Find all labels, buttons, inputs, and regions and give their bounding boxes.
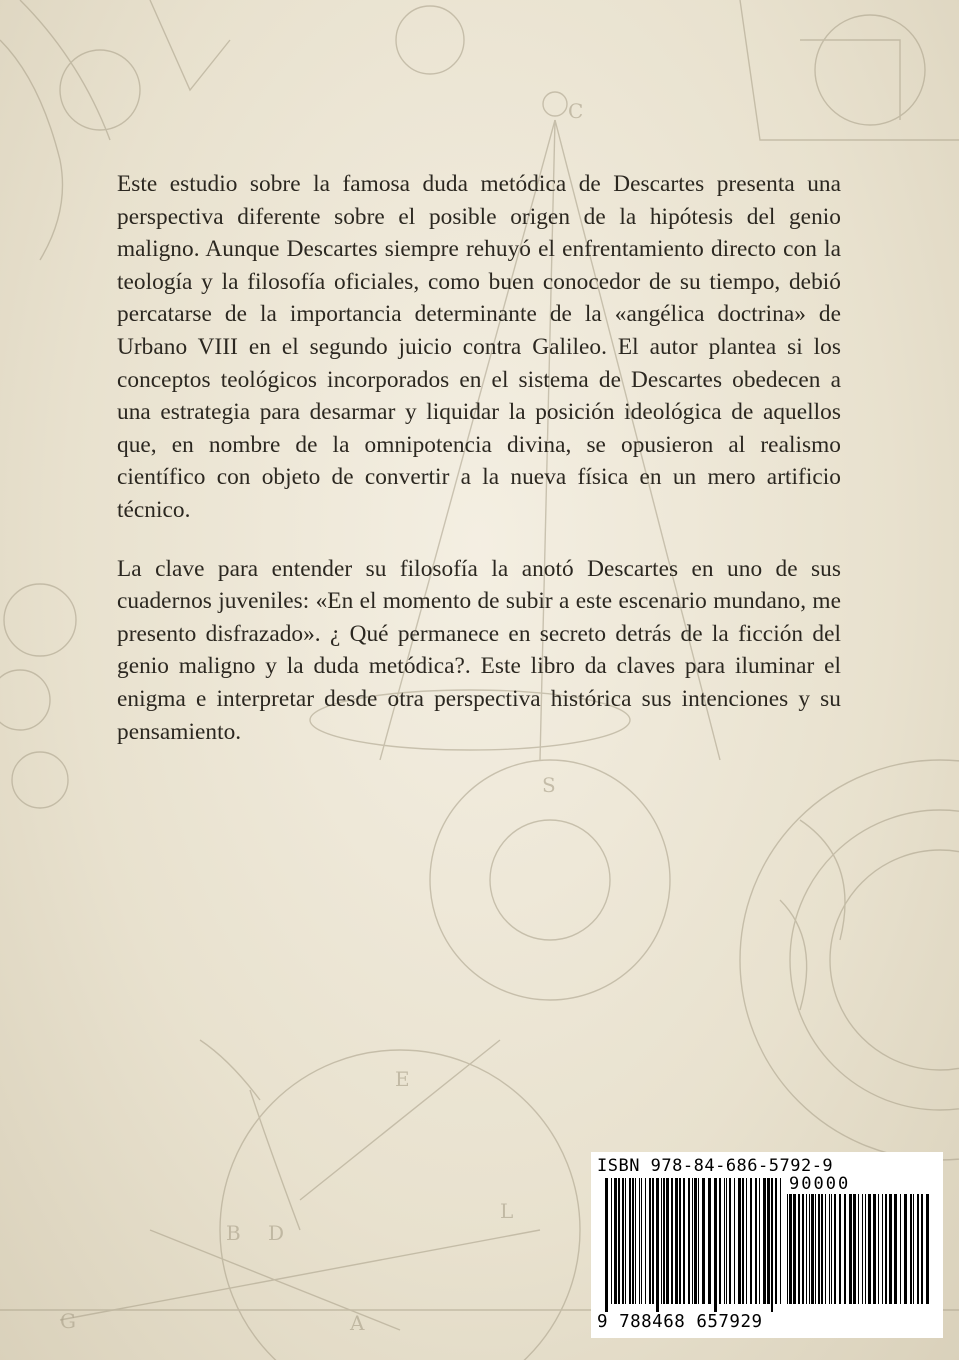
barcode-bar	[702, 1178, 705, 1304]
barcode-bar	[780, 1178, 781, 1304]
barcode-bar	[926, 1194, 929, 1304]
engraving-letter-l: L	[500, 1199, 514, 1223]
barcode-bar	[649, 1178, 651, 1304]
barcode-bar	[622, 1178, 624, 1304]
barcode-bar	[645, 1178, 646, 1304]
barcode-bar	[767, 1178, 770, 1304]
barcode-bar	[858, 1194, 859, 1304]
barcode-bar	[719, 1178, 721, 1304]
barcode-bar	[798, 1194, 800, 1304]
barcode-bar	[614, 1178, 617, 1304]
barcode-bar	[910, 1194, 912, 1304]
ean-digits: 9 788468 657929	[597, 1312, 763, 1332]
addon-bars	[787, 1194, 937, 1312]
barcode-bar	[878, 1194, 879, 1304]
barcode-bar	[873, 1194, 876, 1304]
barcode-bar	[679, 1178, 681, 1304]
barcode-bar	[825, 1194, 826, 1304]
price-addon-code: 90000	[789, 1174, 851, 1194]
barcode-bar	[862, 1194, 863, 1304]
barcode-bar	[639, 1178, 640, 1304]
barcode-bar	[821, 1194, 823, 1304]
engraving-letter-a: A	[350, 1311, 365, 1335]
barcode-bar	[656, 1178, 659, 1312]
barcode-bar	[787, 1194, 788, 1304]
barcode-bar	[829, 1194, 830, 1304]
barcode-bar	[904, 1194, 907, 1304]
barcode-bar	[818, 1194, 820, 1304]
barcode-bar	[913, 1194, 914, 1304]
barcode-bar	[865, 1194, 866, 1304]
barcode-bar	[806, 1194, 807, 1304]
barcode-bar	[815, 1194, 816, 1304]
barcode-bar	[724, 1178, 725, 1304]
barcode-bar	[789, 1194, 792, 1304]
barcode-bar	[809, 1194, 810, 1304]
isbn-barcode	[591, 1152, 943, 1338]
synopsis	[117, 168, 841, 748]
barcode-bar	[894, 1194, 897, 1304]
barcode-bar	[917, 1194, 919, 1304]
barcode-bar	[759, 1178, 760, 1304]
engraving-letter-g: G	[60, 1309, 76, 1333]
barcode-bar	[666, 1178, 669, 1304]
barcode-bar	[708, 1178, 711, 1304]
ean-bars	[605, 1178, 785, 1312]
engraving-letter-s: S	[542, 773, 556, 797]
barcode-bar	[635, 1178, 636, 1304]
barcode-bar	[675, 1178, 678, 1304]
barcode-bar	[750, 1178, 752, 1304]
barcode-bar	[885, 1194, 887, 1304]
barcode-bar	[618, 1178, 620, 1304]
synopsis-paragraph-2: La clave para entender su filosofía la anotó Descartes en uno de sus cuadernos juveniles: «En el momento de subir a este escenario mundano, me presento disfrazado». ¿ Qué permanece en secreto detrás de la ficción del genio maligno y la duda metódica?. Este libro da claves para iluminar el enigma e interpretar desde otra perspectiva histórica sus intenciones y su pensamiento.	[117, 555, 841, 745]
barcode-bar	[688, 1178, 690, 1304]
barcode-bar	[663, 1178, 665, 1304]
barcode-bar	[811, 1194, 814, 1304]
barcode-bar	[734, 1178, 735, 1304]
barcode-bar	[611, 1178, 612, 1304]
barcode-bar	[755, 1178, 757, 1304]
barcode-bar	[844, 1194, 846, 1304]
barcode-bar	[834, 1194, 836, 1304]
barcode-bar	[726, 1178, 727, 1304]
barcode-bar	[661, 1178, 662, 1304]
barcode-bar	[714, 1178, 717, 1312]
barcode-bar	[849, 1194, 852, 1304]
synopsis-paragraph-1: Este estudio sobre la famosa duda metódica de Descartes presenta una perspectiva diferente sobre el posible origen de la hipótesis del genio maligno. Aunque Descartes siempre rehuyó el enfrentamiento directo con la teología y la filosofía oficiales, como buen conocedor de su tiempo, debió percatarse de la importancia determinante de la «angélica doctrina» de Urbano VIII en el segundo juicio contra Galileo. El autor plantea si los conceptos teológicos incorporados en el sistema de Descartes obedecen a una estrategia para desarmar y liquidar la posición ideológica de aquellos que, en nombre de la omnipotencia divina, se opusieron al realismo científico con objeto de convertir a la nueva física en un mero artificio técnico.	[117, 171, 841, 523]
barcode-bar	[692, 1178, 693, 1304]
barcode-bar	[694, 1178, 697, 1304]
barcode-bar	[632, 1178, 634, 1304]
barcode-bar	[641, 1178, 642, 1304]
barcode-bar	[683, 1178, 685, 1304]
engraving-letter-e: E	[395, 1067, 410, 1091]
barcode-bar	[625, 1178, 626, 1304]
barcode-bar	[738, 1178, 741, 1304]
barcode-bar	[882, 1194, 883, 1304]
barcode-bar	[831, 1194, 832, 1304]
barcode-bar	[771, 1178, 773, 1312]
barcode-bar	[793, 1194, 796, 1304]
barcode-bar	[775, 1178, 777, 1304]
engraving-letter-b: B	[226, 1221, 241, 1245]
barcode-bar	[802, 1194, 804, 1304]
barcode-bar	[729, 1178, 731, 1304]
barcode-bar	[868, 1194, 871, 1304]
barcode-bar	[742, 1178, 744, 1304]
barcode-bar	[605, 1178, 608, 1312]
engraving-letter-c: C	[568, 99, 584, 123]
barcode-bar	[853, 1194, 856, 1304]
barcode-bar	[698, 1178, 699, 1304]
barcode-bar	[746, 1178, 747, 1304]
barcode-bar	[763, 1178, 766, 1304]
isbn-label: ISBN 978-84-686-5792-9	[597, 1156, 834, 1176]
barcode-bar	[839, 1194, 841, 1304]
barcode-bar	[629, 1178, 631, 1304]
barcode-bar	[889, 1194, 892, 1304]
barcode-bar	[921, 1194, 923, 1304]
engraving-letter-d: D	[268, 1221, 285, 1245]
barcode-bar	[900, 1194, 901, 1304]
barcode-bar	[671, 1178, 673, 1304]
barcode-bar	[652, 1178, 654, 1304]
